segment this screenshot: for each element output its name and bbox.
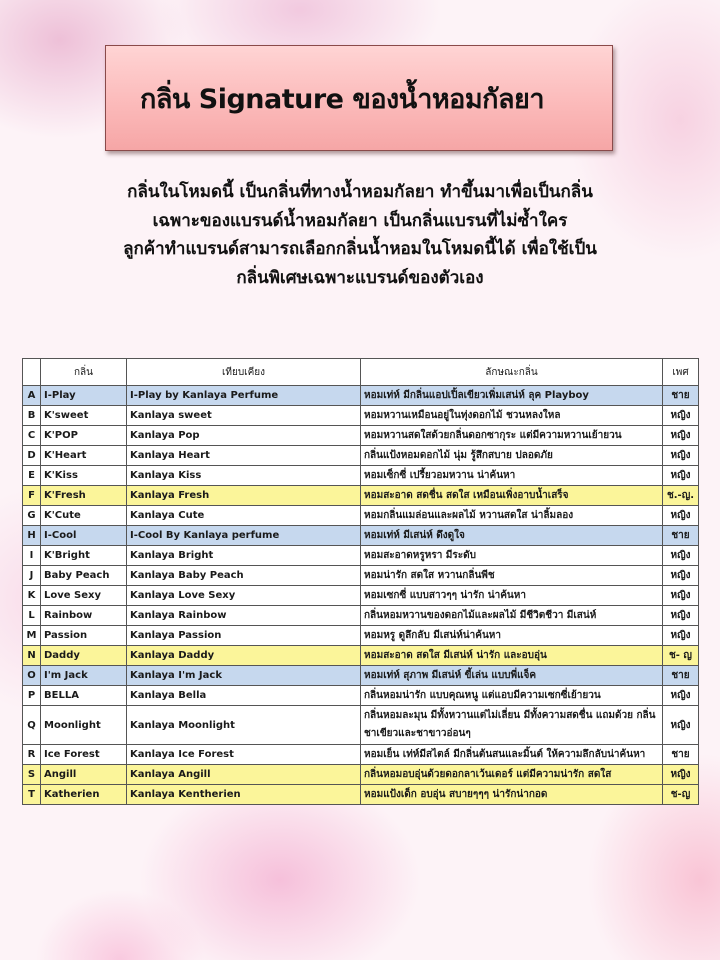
scent-name: Passion xyxy=(41,626,127,646)
table-body xyxy=(23,386,699,805)
table-row xyxy=(23,785,699,805)
intro-line: ลูกค้าทำแบรนด์สามารถเลือกกลิ่นน้ำหอมในโหมดนี้ได้ เพื่อใช้เป็น xyxy=(123,239,597,259)
scent-name: I-Play xyxy=(41,386,127,406)
scent-name: Rainbow xyxy=(41,606,127,626)
scent-comparable: Kanlaya Kentherien xyxy=(127,785,361,805)
scent-comparable: I-Play by Kanlaya Perfume xyxy=(127,386,361,406)
scent-name: K'Kiss xyxy=(41,466,127,486)
table-row xyxy=(23,666,699,686)
scent-comparable: Kanlaya Kiss xyxy=(127,466,361,486)
scent-gender: หญิง xyxy=(663,706,699,745)
scent-description: กลิ่นหอมน่ารัก แบบคุณหนู แต่แอบมีความเซกซี่เย้ายวน xyxy=(361,686,663,706)
scent-comparable: Kanlaya Ice Forest xyxy=(127,745,361,765)
header-gender: เพศ xyxy=(663,359,699,386)
scent-name: BELLA xyxy=(41,686,127,706)
scent-gender: หญิง xyxy=(663,566,699,586)
scent-description: หอมเซ็กซี่ เปรี้ยวอมหวาน น่าค้นหา xyxy=(361,466,663,486)
table-row xyxy=(23,506,699,526)
scent-code: R xyxy=(23,745,41,765)
scent-comparable: Kanlaya Love Sexy xyxy=(127,586,361,606)
scent-name: K'Heart xyxy=(41,446,127,466)
scent-comparable: Kanlaya sweet xyxy=(127,406,361,426)
scent-description: หอมเซกซี่ แบบสาวๆๆ น่ารัก น่าค้นหา xyxy=(361,586,663,606)
table-row xyxy=(23,646,699,666)
scent-gender: หญิง xyxy=(663,606,699,626)
scent-description: หอมหวานสดใสด้วยกลิ่นดอกซากุระ แต่มีความหวานเย้ายวน xyxy=(361,426,663,446)
scent-description: กลิ่นหอมอบอุ่นด้วยดอกลาเว้นเดอร์ แต่มีความน่ารัก สดใส xyxy=(361,765,663,785)
scent-description: กลิ่นหอมละมุน มีทั้งหวานแต่ไม่เลี่ยน มีทั้งความสดชื่น แถมด้วย กลิ่นชาเขียวและชาขาวอ่อนๆ xyxy=(361,706,663,745)
scent-gender: หญิง xyxy=(663,406,699,426)
scent-gender: หญิง xyxy=(663,426,699,446)
scent-gender: ชาย xyxy=(663,666,699,686)
scent-comparable: Kanlaya Baby Peach xyxy=(127,566,361,586)
scent-gender: ช-ญ xyxy=(663,785,699,805)
scent-gender: ชาย xyxy=(663,526,699,546)
scent-comparable: I-Cool By Kanlaya perfume xyxy=(127,526,361,546)
table-row xyxy=(23,686,699,706)
scent-description: หอมเย็น เท่ห์มีสไตล์ มีกลิ่นต้นสนและมิ้นต์ ให้ความลึกลับน่าค้นหา xyxy=(361,745,663,765)
table-row xyxy=(23,386,699,406)
scent-description: หอมสะอาด สดใส มีเสน่ห์ น่ารัก และอบอุ่น xyxy=(361,646,663,666)
scent-name: K'POP xyxy=(41,426,127,446)
scent-gender: หญิง xyxy=(663,586,699,606)
scent-gender: ชาย xyxy=(663,386,699,406)
scent-code: M xyxy=(23,626,41,646)
table-row xyxy=(23,745,699,765)
table-row xyxy=(23,626,699,646)
scent-gender: หญิง xyxy=(663,686,699,706)
scent-name: K'sweet xyxy=(41,406,127,426)
scent-code: N xyxy=(23,646,41,666)
scent-gender: หญิง xyxy=(663,506,699,526)
scent-code: Q xyxy=(23,706,41,745)
scent-code: S xyxy=(23,765,41,785)
intro-line: กลิ่นพิเศษเฉพาะแบรนด์ของตัวเอง xyxy=(236,267,484,288)
scent-code: L xyxy=(23,606,41,626)
scent-comparable: Kanlaya Angill xyxy=(127,765,361,785)
scent-name: I-Cool xyxy=(41,526,127,546)
scent-name: Angill xyxy=(41,765,127,785)
scent-name: Moonlight xyxy=(41,706,127,745)
scent-comparable: Kanlaya Pop xyxy=(127,426,361,446)
scent-comparable: Kanlaya Daddy xyxy=(127,646,361,666)
scent-code: G xyxy=(23,506,41,526)
scent-name: K'Fresh xyxy=(41,486,127,506)
table-row xyxy=(23,586,699,606)
scent-description: หอมเท่ห์ มีกลิ่นแอปเปิ้ลเขียวเพิ่มเสน่ห์ ลุค Playboy xyxy=(361,386,663,406)
table-row xyxy=(23,606,699,626)
scent-gender: หญิง xyxy=(663,446,699,466)
scent-comparable: Kanlaya Rainbow xyxy=(127,606,361,626)
table-header-row xyxy=(23,359,699,386)
scent-comparable: Kanlaya Cute xyxy=(127,506,361,526)
scent-description: กลิ่นแป้งหอมดอกไม้ นุ่ม รู้สึกสบาย ปลอดภัย xyxy=(361,446,663,466)
header-scent: กลิ่น xyxy=(41,359,127,386)
scent-comparable: Kanlaya Bella xyxy=(127,686,361,706)
table-row xyxy=(23,426,699,446)
scent-code: O xyxy=(23,666,41,686)
scent-description: หอมแป้งเด็ก อบอุ่น สบายๆๆๆ น่ารักน่ากอด xyxy=(361,785,663,805)
scent-description: หอมหวานเหมือนอยู่ในทุ่งดอกไม้ ชวนหลงใหล xyxy=(361,406,663,426)
scent-comparable: Kanlaya Fresh xyxy=(127,486,361,506)
scent-description: หอมกลิ่นแมล่อนและผลไม้ หวานสดใส น่าลิ้มลอง xyxy=(361,506,663,526)
scent-code: T xyxy=(23,785,41,805)
scent-code: D xyxy=(23,446,41,466)
header-comparable: เทียบเคียง xyxy=(127,359,361,386)
scent-code: I xyxy=(23,546,41,566)
scent-code: B xyxy=(23,406,41,426)
intro-line: เฉพาะของแบรนด์น้ำหอมกัลยา เป็นกลิ่นแบรนที่ไม่ซ้ำใคร xyxy=(152,210,568,231)
scent-code: H xyxy=(23,526,41,546)
scent-gender: หญิง xyxy=(663,546,699,566)
table-row xyxy=(23,765,699,785)
table-row xyxy=(23,566,699,586)
scent-name: I'm Jack xyxy=(41,666,127,686)
scent-code: J xyxy=(23,566,41,586)
scent-code: A xyxy=(23,386,41,406)
scent-code: K xyxy=(23,586,41,606)
scent-gender: หญิง xyxy=(663,765,699,785)
scent-name: Katherien xyxy=(41,785,127,805)
scent-code: E xyxy=(23,466,41,486)
scent-comparable: Kanlaya I'm Jack xyxy=(127,666,361,686)
table-row xyxy=(23,446,699,466)
scent-description: หอมเท่ห์ มีเสน่ห์ ดึงดูใจ xyxy=(361,526,663,546)
scent-comparable: Kanlaya Passion xyxy=(127,626,361,646)
table-row xyxy=(23,406,699,426)
scent-comparable: Kanlaya Bright xyxy=(127,546,361,566)
scent-comparable: Kanlaya Moonlight xyxy=(127,706,361,745)
table-row xyxy=(23,526,699,546)
table-row xyxy=(23,466,699,486)
scent-description: หอมหรู ดูลึกลับ มีเสน่ห์น่าค้นหา xyxy=(361,626,663,646)
header-code xyxy=(23,359,41,386)
title-banner xyxy=(105,45,613,151)
page-title: กลิ่น Signature ของน้ำหอมกัลยา xyxy=(140,83,545,115)
scent-name: K'Bright xyxy=(41,546,127,566)
scent-gender: หญิง xyxy=(663,466,699,486)
scent-description: หอมสะอาด สดชื่น สดใส เหมือนเพิ่งอาบน้ำเสร็จ xyxy=(361,486,663,506)
scent-name: Baby Peach xyxy=(41,566,127,586)
scent-description: หอมเท่ห์ สุภาพ มีเสน่ห์ ขี้เล่น แบบพี่แจ็ค xyxy=(361,666,663,686)
scent-description: หอมสะอาดหรูหรา มีระดับ xyxy=(361,546,663,566)
scent-name: Daddy xyxy=(41,646,127,666)
scent-table xyxy=(22,358,699,805)
scent-name: Ice Forest xyxy=(41,745,127,765)
table-row xyxy=(23,486,699,506)
scent-gender: หญิง xyxy=(663,626,699,646)
scent-code: P xyxy=(23,686,41,706)
scent-description: กลิ่นหอมหวานของดอกไม้และผลไม้ มีชีวิตชีวา มีเสน่ห์ xyxy=(361,606,663,626)
scent-description: หอมน่ารัก สดใส หวานกลิ่นพีช xyxy=(361,566,663,586)
scent-gender: ช- ญ xyxy=(663,646,699,666)
scent-code: C xyxy=(23,426,41,446)
scent-comparable: Kanlaya Heart xyxy=(127,446,361,466)
scent-name: K'Cute xyxy=(41,506,127,526)
table-row xyxy=(23,706,699,745)
scent-name: Love Sexy xyxy=(41,586,127,606)
intro-paragraph xyxy=(60,178,660,292)
scent-code: F xyxy=(23,486,41,506)
scent-gender: ชาย xyxy=(663,745,699,765)
table-row xyxy=(23,546,699,566)
header-characteristics: ลักษณะกลิ่น xyxy=(361,359,663,386)
scent-gender: ช.-ญ. xyxy=(663,486,699,506)
intro-line: กลิ่นในโหมดนี้ เป็นกลิ่นที่ทางน้ำหอมกัลยา ทำขึ้นมาเพื่อเป็นกลิ่น xyxy=(127,182,593,202)
